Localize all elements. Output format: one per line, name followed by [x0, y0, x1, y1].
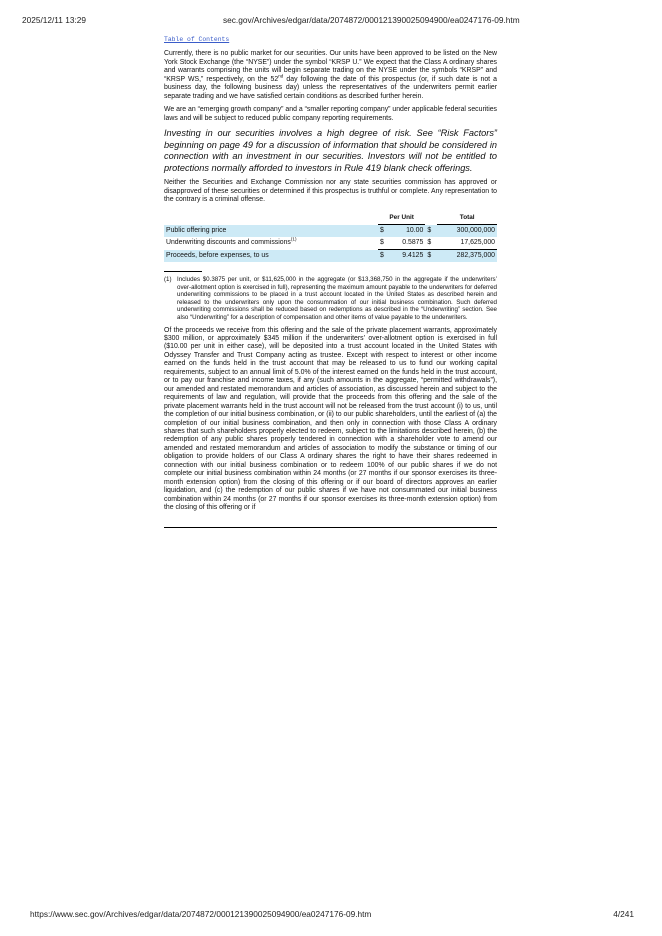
- table-row: [164, 225, 497, 238]
- market-paragraph-end: day following the date of this prospectus (or, if such date is not a business day, the following business day) unless the representatives of the underwriters permit earlier separate trading and we have satisfied certain conditions as described further herein.: [164, 75, 497, 100]
- total-value: 282,375,000: [437, 250, 497, 263]
- footnote-marker: (1): [164, 276, 172, 284]
- page-indicator: 4/241: [613, 909, 634, 919]
- table-row: [164, 250, 497, 263]
- currency-symbol: $: [425, 250, 437, 263]
- row-label: Underwriting discounts and commissions$^{(1)}$: [166, 236, 297, 247]
- col-per-unit: Per Unit: [378, 214, 425, 225]
- currency-symbol: $: [378, 225, 390, 238]
- col-total: Total: [437, 214, 497, 225]
- per-unit-value: 9.4125: [390, 250, 425, 263]
- page-bottom-rule: [164, 527, 497, 528]
- footnote-text: Includes $0.3875 per unit, or $11,625,000 in the aggregate (or $13,368,750 in the aggregate if the underwriters’ over-allotment option is exercised in full), representing the maximum amount payable to the underwriters for deferred underwriting commissions to be placed in a trust account located in the United States as described herein and released to the underwriters only upon the consummation of our initial business combination. Such deferred underwriting commissions shall be reduced based on redemptions as described in the “Underwriting” section. See also “Underwriting” for a description of compensation and other items of value payable to the underwriters.: [177, 276, 497, 321]
- proceeds-paragraph: Of the proceeds we receive from this offering and the sale of the private placement warrants, approximately $300 million, or approximately $345 million if the underwriters’ over-allotment option is exercised in full ($10.00 per unit in either case), will be deposited into a trust account located in the United States with Odyssey Transfer and Trust Company acting as trustee. Except with respect to interest or other income earned on the funds held in the trust account that may be released to us to fund our working capital requirements, subject to an annual limit of 5.0% of the interest earned on the funds held in the trust account, or to pay our franchise and income taxes, if any (such amounts in the aggregate, “permitted withdrawals”), our amended and restated memorandum and articles of association, as discussed herein and subject to the requirements of law and regulation, will provide that the proceeds from this offering and the sale of the private placement warrants held in the trust account will not be released from the trust account (i) to us, until the completion of our initial business combination, or (ii) to our public shareholders, until the earliest of (a) the completion of our initial business combination, and then only in connection with those Class A ordinary shares that such shareholders properly elected to redeem, subject to the limitations described herein, (b) the redemption of any public shares properly tendered in connection with a shareholder vote to amend our amended and restated memorandum and articles of association to modify the substance or timing of our obligation to provide holders of our Class A ordinary shares the right to have their shares redeemed in connection with our initial business combination or to redeem 100% of our public shares if we do not complete our initial business combination within 24 months (or 27 months if our sponsor exercises its three-month extension option) from the closing of this offering or if our board of directors approves an earlier liquidation, and (c) the redemption of our public shares if we have not consummated our initial business combination within 24 months (or 27 months if our sponsor exercises its three-month extension option) from the closing of this offering or if: [164, 326, 497, 512]
- table-row: [164, 237, 497, 250]
- per-unit-value: 0.5875: [402, 239, 424, 247]
- header-url: sec.gov/Archives/edgar/data/2074872/000121390025094900/ea0247176-09.htm: [223, 15, 520, 25]
- sec-statement: Neither the Securities and Exchange Commission nor any state securities commission has approved or disapproved of these securities or determined if this prospectus is truthful or complete. Any representation to the contrary is a criminal offense.: [164, 179, 497, 204]
- ordinal-suffix: nd: [278, 73, 284, 79]
- currency-symbol: $: [380, 239, 384, 247]
- currency-symbol: $: [425, 225, 437, 238]
- offering-table: [164, 214, 497, 262]
- risk-statement: Investing in our securities involves a high degree of risk. See “Risk Factors” beginning on page 49 for a discussion of information that should be considered in connection with an investment in our securities. Investors will not be entitled to protections normally afforded to investors in Rule 419 blank check offerings.: [164, 128, 497, 173]
- market-paragraph-start: Currently, there is no public market for our securities. Our units have been approved to be listed on the New York Stock Exchange (the “NYSE”) under the symbol “KRSP U.” We expect that the Class A ordinary shares and warrants comprising the units will begin separate trading on the NYSE under the symbols “KRSP” and “KRSP WS,” respectively, on the 52: [164, 50, 497, 83]
- currency-symbol: $: [427, 239, 432, 247]
- table-of-contents-link[interactable]: Table of Contents: [164, 36, 230, 43]
- market-paragraph: [164, 50, 497, 101]
- print-timestamp: 2025/12/11 13:29: [22, 15, 86, 25]
- total-value: 17,625,000: [460, 239, 495, 247]
- row-label: Proceeds, before expenses, to us: [164, 250, 378, 263]
- total-value: 300,000,000: [437, 225, 497, 238]
- footnote-divider: [164, 271, 202, 272]
- per-unit-value: 10.00: [390, 225, 425, 238]
- document-page: [164, 36, 497, 528]
- table-header-row: [164, 214, 497, 225]
- row-label: Public offering price: [164, 225, 378, 238]
- footer-url: https://www.sec.gov/Archives/edgar/data/2074872/000121390025094900/ea0247176-09.htm: [30, 909, 372, 919]
- currency-symbol: $: [378, 250, 390, 263]
- egc-paragraph: We are an “emerging growth company” and a “smaller reporting company” under applicable federal securities laws and will be subject to reduced public company reporting requirements.: [164, 106, 497, 122]
- footnote: [164, 276, 497, 321]
